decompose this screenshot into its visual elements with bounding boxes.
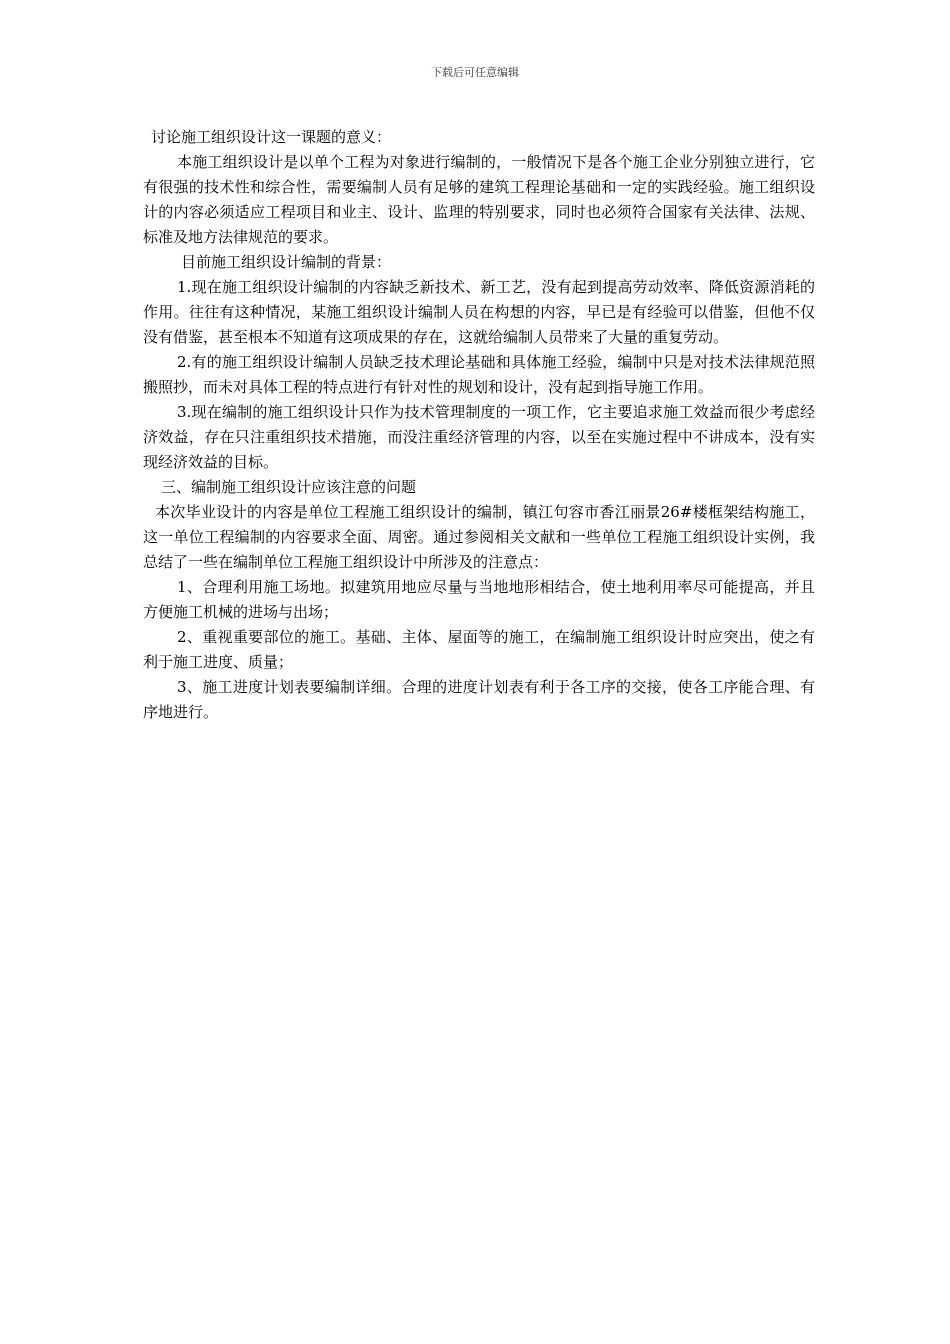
paragraph-note-item-2: 2、重视重要部位的施工。基础、主体、屋面等的施工，在编制施工组织设计时应突出，使之有利于施工进度、质量；: [143, 628, 815, 671]
paragraph-design-overview: 本次毕业设计的内容是单位工程施工组织设计的编制，镇江句容市香江丽景26#楼框架结构施工，这一单位工程编制的内容要求全面、周密。通过参阅相关文献和一些单位工程施工组织设计实例，我总结了一些在编制单位工程施工组织设计中所涉及的注意点：: [143, 503, 815, 571]
paragraph-background-item-2: 2.有的施工组织设计编制人员缺乏技术理论基础和具体施工经验，编制中只是对技术法律规范照搬照抄，而未对具体工程的特点进行有针对性的规划和设计，没有起到指导施工作用。: [143, 353, 815, 396]
page-header-note: 下载后可任意编辑: [431, 66, 519, 79]
paragraph-background-item-3: 3.现在编制的施工组织设计只作为技术管理制度的一项工作，它主要追求施工效益而很少考虑经济效益，存在只注重组织技术措施，而没注重经济管理的内容，以至在实施过程中不讲成本，没有实现经济效益的目标。: [143, 403, 815, 471]
paragraph-background-item-1: 1.现在施工组织设计编制的内容缺乏新技术、新工艺，没有起到提高劳动效率、降低资源消耗的作用。往往有这种情况，某施工组织设计编制人员在构想的内容，早已是有经验可以借鉴，但他不仅没有借鉴，甚至根本不知道有这项成果的存在，这就给编制人员带来了大量的重复劳动。: [143, 278, 815, 346]
paragraph-topic-significance-heading: 讨论施工组织设计这一课题的意义：: [151, 128, 392, 146]
paragraph-note-item-1: 1、合理利用施工场地。拟建筑用地应尽量与当地地形相结合，使土地利用率尽可能提高，并且方便施工机械的进场与出场；: [143, 578, 815, 621]
document-body: [143, 125, 815, 725]
paragraph-background-heading: 目前施工组织设计编制的背景：: [181, 253, 392, 271]
paragraph-note-item-3: 3、施工进度计划表要编制详细。合理的进度计划表有利于各工序的交接，使各工序能合理、有序地进行。: [143, 678, 815, 721]
section-heading-three: 三、编制施工组织设计应该注意的问题: [161, 478, 417, 496]
paragraph-topic-significance: 本施工组织设计是以单个工程为对象进行编制的，一般情况下是各个施工企业分别独立进行，它有很强的技术性和综合性，需要编制人员有足够的建筑工程理论基础和一定的实践经验。施工组织设计的内容必须适应工程项目和业主、设计、监理的特别要求，同时也必须符合国家有关法律、法规、标准及地方法律规范的要求。: [143, 153, 815, 246]
